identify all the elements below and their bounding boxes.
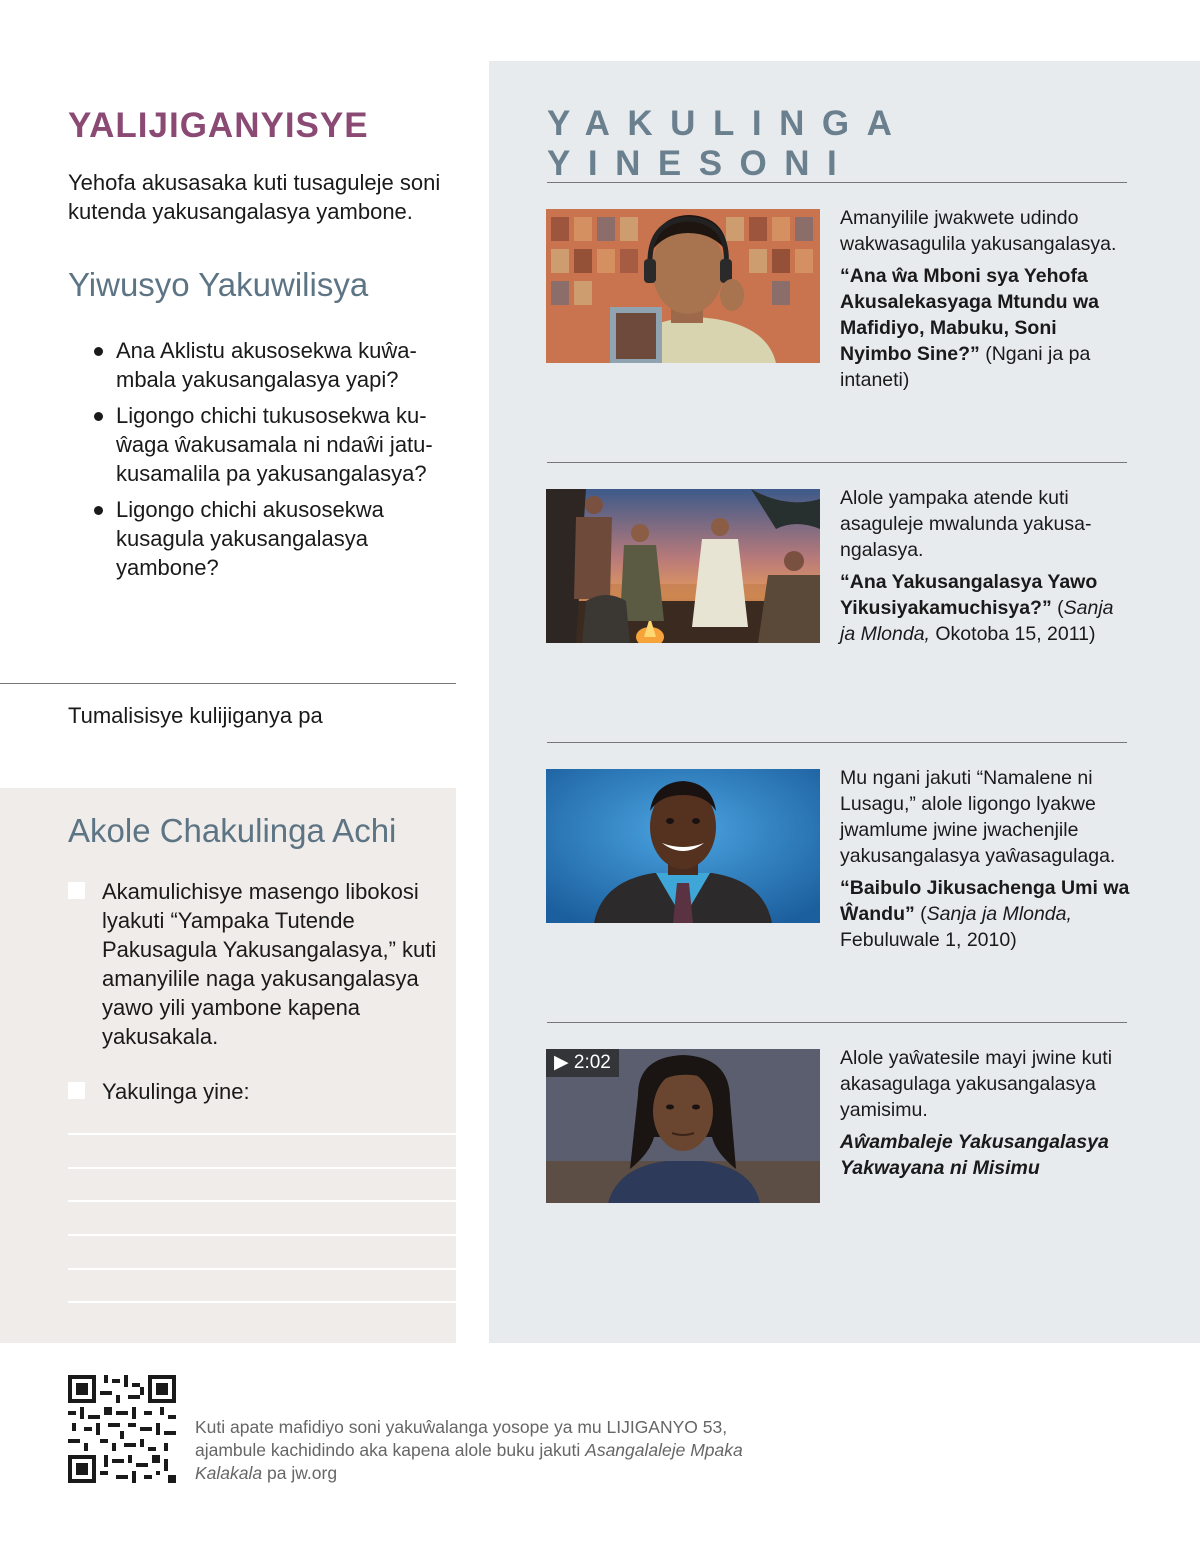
- review-question: Ana Aklistu akusosekwa kuŵambala yakusangalasya yapi?: [92, 336, 454, 394]
- video-duration-badge[interactable]: ▶ 2:02: [546, 1049, 619, 1077]
- footer-note: [195, 1416, 795, 1485]
- entry-description: Alole yaŵatesile mayi jwine kuti akasagulaga yakusangalasya yamisimu.: [840, 1047, 1113, 1121]
- lesson-summary-title: YALIJIGANYISYE: [68, 106, 369, 145]
- reference-title[interactable]: Aŵambaleje Yakusangalasya Yakwayana ni Misimu: [840, 1131, 1109, 1179]
- entry-reference: [840, 263, 1132, 393]
- jesus-campfire-painting[interactable]: [546, 489, 820, 643]
- smiling-man-portrait[interactable]: [546, 769, 820, 923]
- divider: [547, 742, 1127, 743]
- reference-paren: (: [914, 903, 927, 925]
- reference-paren: (: [1051, 597, 1064, 619]
- divider: [547, 182, 1127, 183]
- divider: [547, 1022, 1127, 1023]
- review-heading: Yiwusyo Yakuwilisya: [68, 266, 369, 303]
- writing-line: [68, 1133, 456, 1135]
- task-text: Akamulichisye masengo libokosi lyakuti “Yampaka Tutende Pakusagula Yakusangalasya,” kuti amanyilile naga yakusangalasya yawo yili yambone kapena yakusakala.: [102, 879, 437, 1049]
- entry-1: [840, 205, 1132, 393]
- reference-publication: Sanja ja Mlonda,: [926, 903, 1072, 925]
- task-item: [68, 877, 438, 1051]
- woman-video-still[interactable]: [546, 1049, 820, 1203]
- review-question: Ligongo chichi akusosekwa kusagula yakusangalasya yambone?: [92, 495, 454, 582]
- writing-line: [68, 1301, 456, 1303]
- footer-text-part: pa jw.org: [262, 1463, 338, 1483]
- reference-title[interactable]: “Baibulo Jikusachenga Umi wa Ŵandu”: [840, 877, 1130, 925]
- writing-line: [68, 1167, 456, 1169]
- task-panel: [0, 788, 456, 1343]
- reference-publication: Sanja ja Mlonda,: [840, 597, 1114, 645]
- divider: [0, 683, 456, 684]
- reference-source: Febuluwale 1, 2010): [840, 929, 1017, 951]
- task-text: Yakulinga yine:: [102, 1079, 250, 1104]
- task-item: [68, 1077, 438, 1106]
- reference-source: (Ngani ja pa intaneti): [840, 343, 1091, 391]
- qr-code-icon[interactable]: [68, 1375, 176, 1483]
- finish-text: Tumalisisye kulijiganya pa: [68, 703, 323, 728]
- entry-description: Amanyilile jwakwete udindo wakwasagulila yakusangalasya.: [840, 207, 1117, 255]
- entry-description: Mu ngani jakuti “Namalene ni Lusagu,” alole ligongo lyakwe jwamlume jwine jwachenjile yakusangalasya yaŵasagulaga.: [840, 767, 1116, 867]
- divider: [547, 462, 1127, 463]
- task-checkbox[interactable]: [68, 1082, 85, 1099]
- entry-3: [840, 765, 1132, 953]
- reference-title[interactable]: “Ana Yakusangalasya Yawo Yikusiyakamuchisya?”: [840, 571, 1098, 619]
- writing-line: [68, 1268, 456, 1270]
- explore-more-title: YAKULINGA YINESONI: [547, 104, 909, 183]
- review-question: Ligongo chichi tukusosekwa kuŵaga ŵakusamala ni ndaŵi jatukusamalila pa yakusangalasya?: [92, 401, 454, 488]
- task-checkbox[interactable]: [68, 882, 85, 899]
- entry-reference: [840, 875, 1132, 953]
- entry-reference: [840, 569, 1132, 647]
- reference-title[interactable]: “Ana ŵa Mboni sya Yehofa Akusalekasyaga Mtundu wa Mafidiyo, Mabuku, Soni Nyimbo Sine?”: [840, 265, 1100, 365]
- review-questions: [92, 336, 454, 589]
- entry-4: [840, 1045, 1132, 1181]
- entry-description: Alole yampaka atende kuti asaguleje mwalunda yakusangalasya.: [840, 487, 1092, 561]
- footer-text-part: Kuti apate mafidiyo soni yakuŵalanga yosope ya mu LIJIGANYO 53, ajambule kachidindo aka kapena alole buku jakuti: [195, 1417, 728, 1460]
- writing-line: [68, 1200, 456, 1202]
- summary-intro: Yehofa akusasaka kuti tusaguleje soni kutenda yakusangalasya yambone.: [68, 170, 441, 224]
- entry-2: [840, 485, 1132, 647]
- task-heading: Akole Chakulinga Achi: [68, 812, 397, 849]
- writing-line: [68, 1234, 456, 1236]
- reference-source: Okotoba 15, 2011): [929, 623, 1096, 645]
- teen-headphones-photo[interactable]: [546, 209, 820, 363]
- footer-book-title[interactable]: Asangalaleje Mpaka Kalakala: [195, 1440, 743, 1483]
